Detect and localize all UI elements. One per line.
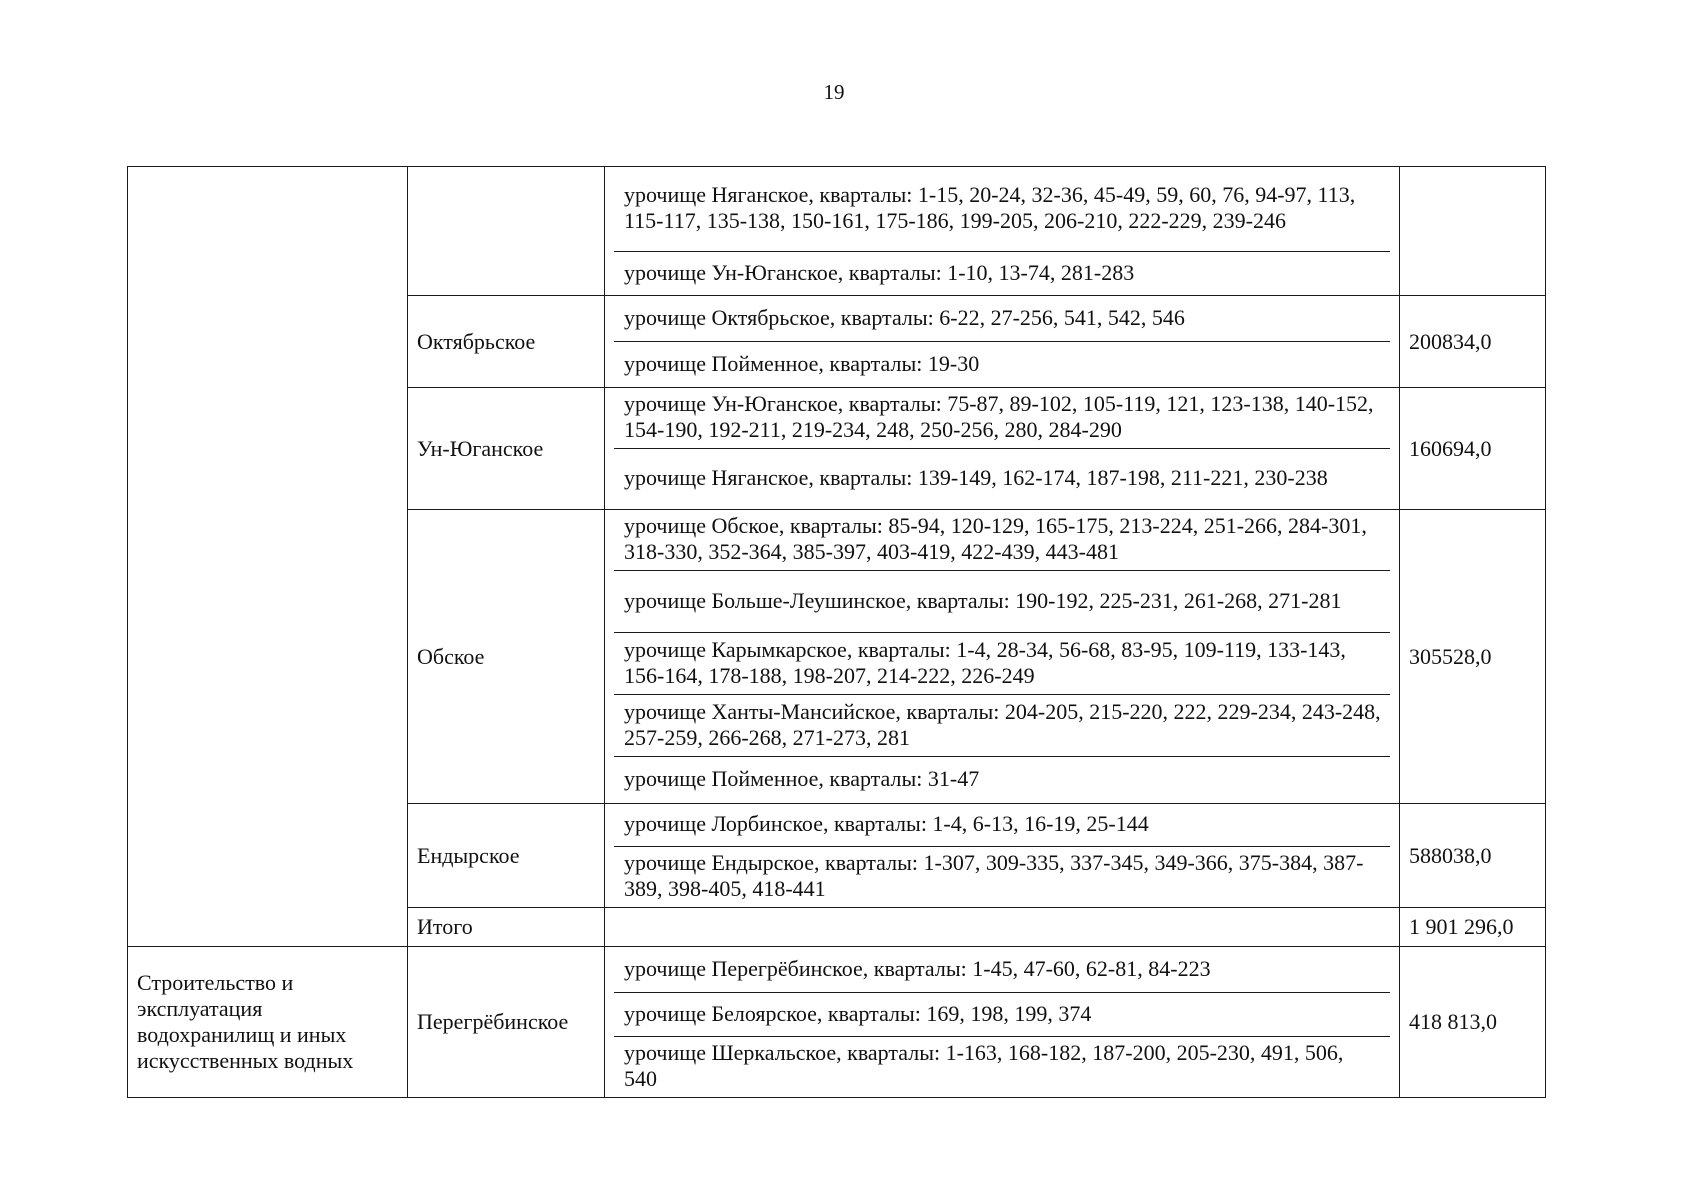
total-value: 1 901 296,0	[1400, 908, 1546, 947]
tract-line: урочище Перегрёбинское, кварталы: 1-45, 47-60, 62-81, 84-223	[614, 947, 1390, 993]
tract-line: урочище Пойменное, кварталы: 19-30	[624, 350, 980, 376]
tract-line: урочище Ендырское, кварталы: 1-307, 309-335, 337-345, 349-366, 375-384, 387-389, 398-405, 418-441	[624, 850, 1364, 901]
tracts-cell	[605, 804, 1400, 908]
forestry-cell: Обское	[408, 510, 605, 804]
tract-line: урочище Обское, кварталы: 85-94, 120-129, 165-175, 213-224, 251-266, 284-301, 318-330, 352-364, 385-397, 403-419, 422-439, 443-481	[614, 510, 1390, 571]
tract-line: урочище Няганское, кварталы: 139-149, 162-174, 187-198, 211-221, 230-238	[624, 465, 1328, 490]
forestry-cell: Октябрьское	[408, 296, 605, 388]
tract-line: урочище Пойменное, кварталы: 31-47	[624, 766, 980, 791]
total-tracts-empty	[605, 908, 1400, 947]
area-cell: 305528,0	[1400, 510, 1546, 804]
area-cell	[1400, 167, 1546, 296]
tracts-cell	[605, 167, 1400, 296]
area-cell: 200834,0	[1400, 296, 1546, 388]
table-row	[128, 947, 1546, 1098]
tract-line: урочище Лорбинское, кварталы: 1-4, 6-13, 16-19, 25-144	[614, 804, 1390, 847]
table-row	[128, 167, 1546, 296]
forestry-cell	[408, 167, 605, 296]
total-label: Итого	[408, 908, 605, 947]
tract-line: урочище Карымкарское, кварталы: 1-4, 28-34, 56-68, 83-95, 109-119, 133-143, 156-164, 178-188, 198-207, 214-222, 226-249	[614, 633, 1390, 695]
tract-line: урочище Ун-Юганское, кварталы: 1-10, 13-74, 281-283	[624, 259, 1135, 285]
tracts-cell	[605, 388, 1400, 510]
tract-line: урочище Ун-Юганское, кварталы: 75-87, 89-102, 105-119, 121, 123-138, 140-152, 154-190, 192-211, 219-234, 248, 250-256, 280, 284-290	[614, 388, 1390, 449]
tract-line: урочище Шеркальское, кварталы: 1-163, 168-182, 187-200, 205-230, 491, 506, 540	[624, 1040, 1344, 1091]
tract-line: урочище Больше-Леушинское, кварталы: 190-192, 225-231, 261-268, 271-281	[614, 571, 1390, 633]
area-cell: 418 813,0	[1400, 947, 1546, 1098]
purpose-cell-continued	[128, 167, 408, 947]
tract-line: урочище Октябрьское, кварталы: 6-22, 27-256, 541, 542, 546	[614, 296, 1390, 342]
page-number: 19	[823, 80, 845, 104]
forestry-cell: Ун-Юганское	[408, 388, 605, 510]
tracts-cell	[605, 947, 1400, 1098]
tracts-cell	[605, 510, 1400, 804]
area-cell: 160694,0	[1400, 388, 1546, 510]
tract-line: урочище Ханты-Мансийское, кварталы: 204-205, 215-220, 222, 229-234, 243-248, 257-259, 266-268, 271-273, 281	[614, 695, 1390, 757]
tract-line: урочище Белоярское, кварталы: 169, 198, 199, 374	[614, 993, 1390, 1037]
purpose-cell: Строительство и эксплуатация водохранилищ и иных искусственных водных	[128, 947, 408, 1098]
forestry-cell: Перегрёбинское	[408, 947, 605, 1098]
area-cell: 588038,0	[1400, 804, 1546, 908]
tracts-cell	[605, 296, 1400, 388]
forestry-cell: Ендырское	[408, 804, 605, 908]
forest-plots-table	[127, 166, 1546, 1098]
tract-line: урочище Няганское, кварталы: 1-15, 20-24, 32-36, 45-49, 59, 60, 76, 94-97, 113, 115-117, 135-138, 150-161, 175-186, 199-205, 206-210, 222-229, 239-246	[614, 167, 1390, 252]
